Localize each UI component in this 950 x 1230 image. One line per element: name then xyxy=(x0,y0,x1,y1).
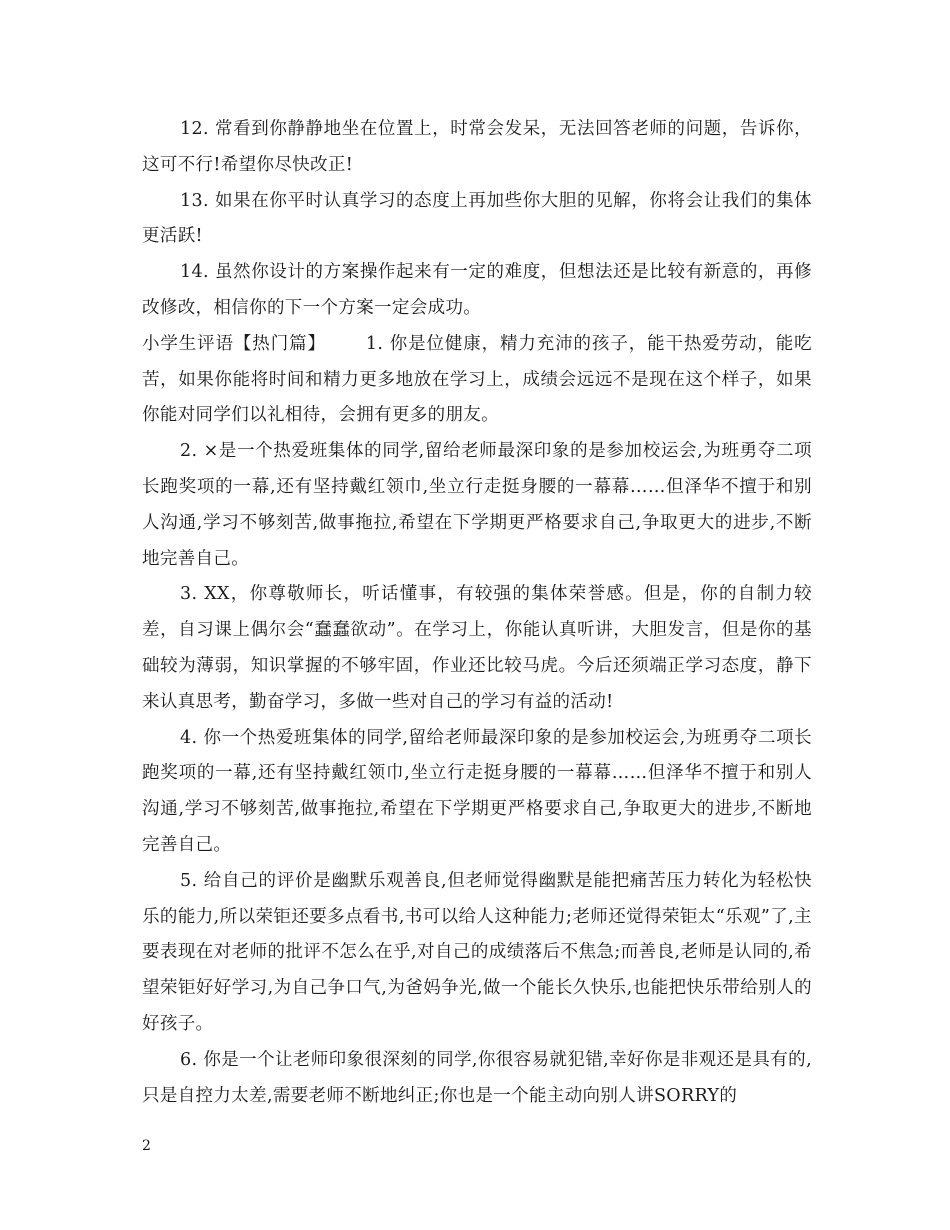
paragraph-4: 4. 你一个热爱班集体的同学,留给老师最深印象的是参加校运会,为班勇夺二项长跑奖项的一幕,还有坚持戴红领巾,坐立行走挺身腰的一幕幕……但泽华不擅于和别人沟通,学习不够刻苦,做事拖拉,希望在下学期更严格要求自己,争取更大的进步,不断地完善自己。 xyxy=(142,727,812,855)
section-label: 小学生评语【热门篇】 xyxy=(142,333,326,354)
page-number: 2 xyxy=(142,1138,151,1154)
section-paragraph-1: 1. 你是位健康，精力充沛的孩子，能干热爱劳动，能吃苦，如果你能将时间和精力更多地放在学习上，成绩会远远不是现在这个样子，如果你能对同学们以礼相待，会拥有更多的朋友。 xyxy=(142,333,813,426)
paragraph-2: 2. ×是一个热爱班集体的同学,留给老师最深印象的是参加校运会,为班勇夺二项长跑奖项的一幕,还有坚持戴红领巾,坐立行走挺身腰的一幕幕……但泽华不擅于和别人沟通,学习不够刻苦,做事拖拉,希望在下学期更严格要求自己,争取更大的进步,不断地完善自己。 xyxy=(142,441,812,569)
paragraph-14: 14. 虽然你设计的方案操作起来有一定的难度，但想法还是比较有新意的，再修改修改，相信你的下一个方案一定会成功。 xyxy=(142,262,812,318)
paragraph-12: 12. 常看到你静静地坐在位置上，时常会发呆，无法回答老师的问题，告诉你，这可不行!希望你尽快改正! xyxy=(142,119,812,175)
paragraph-5: 5. 给自己的评价是幽默乐观善良,但老师觉得幽默是能把痛苦压力转化为轻松快乐的能力,所以荣钜还要多点看书,书可以给人这种能力;老师还觉得荣钜太“乐观”了,主要表现在对老师的批评不怎么在乎,对自己的成绩落后不焦急;而善良,老师是认同的,希望荣钜好好学习,为自己争口气,为爸妈争光,做一个能长久快乐,也能把快乐带给别人的好孩子。 xyxy=(142,870,812,1034)
paragraph-6: 6. 你是一个让老师印象很深刻的同学,你很容易就犯错,幸好你是非观还是具有的,只是自控力太差,需要老师不断地纠正;你也是一个能主动向别人讲SORRY的 xyxy=(142,1049,812,1106)
document-body xyxy=(142,112,812,1114)
section-heading-paragraph xyxy=(142,327,812,434)
paragraph-3: 3. XX，你尊敬师长，听话懂事，有较强的集体荣誉感。但是，你的自制力较差，自习课上偶尔会“蠢蠢欲动”。在学习上，你能认真听讲，大胆发言，但是你的基础较为薄弱，知识掌握的不够牢固，作业还比较马虎。今后还须端正学习态度，静下来认真思考，勤奋学习，多做一些对自己的学习有益的活动! xyxy=(142,584,812,712)
paragraph-13: 13. 如果在你平时认真学习的态度上再加些你大胆的见解，你将会让我们的集体更活跃! xyxy=(142,190,812,247)
